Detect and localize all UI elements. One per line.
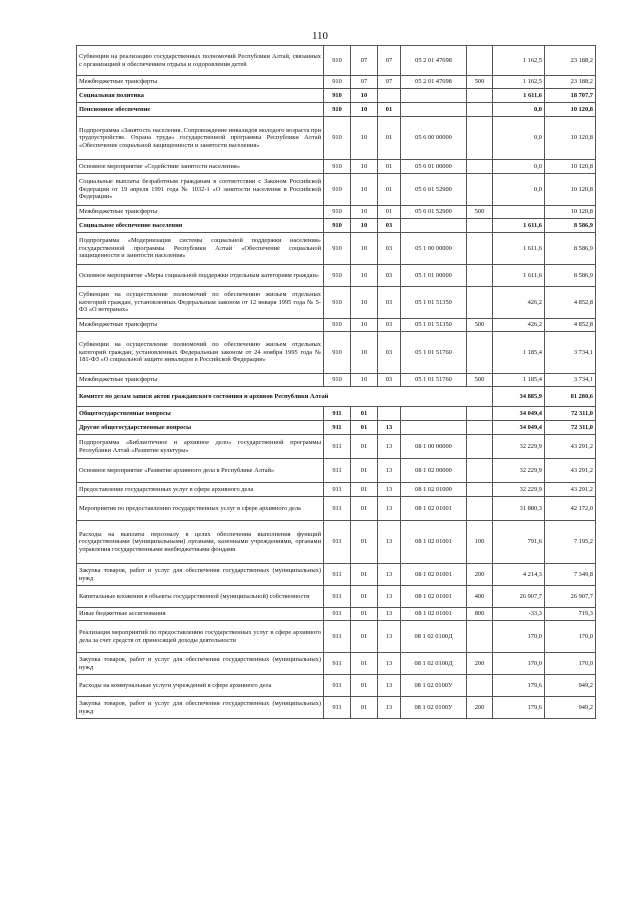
cell-section: 01 (351, 421, 378, 435)
cell-sum-2: 949,2 (545, 675, 596, 697)
cell-ved: 911 (324, 564, 351, 586)
row-name: Общегосударственные вопросы (77, 407, 324, 421)
cell-target-article: 08 1 02 0100У (401, 675, 467, 697)
cell-sum-2: 10 120,8 (545, 117, 596, 160)
cell-ved: 910 (324, 265, 351, 287)
cell-expense-type (467, 459, 493, 483)
cell-sum-1: 34 049,4 (493, 407, 545, 421)
cell-sum-1: 1 185,4 (493, 332, 545, 374)
cell-target-article: 05 6 01 52900 (401, 174, 467, 206)
cell-ved: 910 (324, 319, 351, 332)
cell-sum-1: 179,6 (493, 675, 545, 697)
cell-sum-1: 34 049,4 (493, 421, 545, 435)
table-row (77, 608, 596, 621)
cell-subsection: 03 (378, 332, 401, 374)
cell-ved: 910 (324, 117, 351, 160)
table-row (77, 421, 596, 435)
table-row (77, 160, 596, 174)
cell-sum-2: 43 291,2 (545, 459, 596, 483)
row-name: Комитет по делам записи актов гражданского состояния и архивов Республики Алтай (77, 387, 493, 407)
cell-target-article: 05 1 00 00000 (401, 233, 467, 265)
row-name: Основное мероприятие «Содействие занятости населения» (77, 160, 324, 174)
cell-subsection: 07 (378, 76, 401, 89)
cell-expense-type: 200 (467, 697, 493, 719)
cell-subsection: 13 (378, 521, 401, 564)
cell-sum-1: 1 162,5 (493, 46, 545, 76)
cell-ved: 911 (324, 697, 351, 719)
table-row (77, 697, 596, 719)
cell-target-article: 05 1 01 51760 (401, 332, 467, 374)
table-row (77, 387, 596, 407)
budget-table (76, 45, 596, 719)
cell-sum-1: 26 907,7 (493, 586, 545, 608)
cell-subsection (378, 407, 401, 421)
cell-target-article: 08 1 02 01001 (401, 586, 467, 608)
cell-section: 10 (351, 206, 378, 219)
cell-target-article: 08 1 02 0100У (401, 697, 467, 719)
cell-target-article: 08 1 00 00000 (401, 435, 467, 459)
cell-subsection: 03 (378, 219, 401, 233)
cell-expense-type (467, 46, 493, 76)
cell-section: 10 (351, 332, 378, 374)
cell-target-article (401, 89, 467, 103)
table-row (77, 174, 596, 206)
cell-sum-2: 3 734,1 (545, 374, 596, 387)
cell-sum-2: 10 120,8 (545, 174, 596, 206)
cell-sum-2: 23 188,2 (545, 76, 596, 89)
cell-sum-1: 1 611,6 (493, 219, 545, 233)
cell-subsection: 03 (378, 233, 401, 265)
cell-sum-2: 81 280,6 (545, 387, 596, 407)
row-name: Мероприятия по предоставлению государственных услуг в сфере архивного дела (77, 497, 324, 521)
row-name: Реализация мероприятий по предоставлению государственных услуг в сфере архивного дела за счет средств от приносящей доходы деятельности (77, 621, 324, 653)
cell-sum-2: 170,0 (545, 621, 596, 653)
cell-expense-type (467, 407, 493, 421)
cell-sum-2: 8 586,9 (545, 233, 596, 265)
cell-section: 10 (351, 174, 378, 206)
cell-subsection: 13 (378, 608, 401, 621)
cell-subsection: 03 (378, 265, 401, 287)
cell-sum-2: 72 311,0 (545, 421, 596, 435)
cell-ved: 910 (324, 103, 351, 117)
cell-expense-type (467, 265, 493, 287)
table-row (77, 586, 596, 608)
cell-ved: 911 (324, 421, 351, 435)
row-name: Закупка товаров, работ и услуг для обеспечения государственных (муниципальных) нужд (77, 653, 324, 675)
cell-ved: 910 (324, 374, 351, 387)
row-name: Основное мероприятие «Развитие архивного дела в Республике Алтай» (77, 459, 324, 483)
cell-sum-2: 8 586,9 (545, 219, 596, 233)
cell-section: 10 (351, 103, 378, 117)
cell-sum-2: 42 172,0 (545, 497, 596, 521)
cell-ved: 911 (324, 586, 351, 608)
cell-target-article: 08 1 02 01001 (401, 497, 467, 521)
cell-subsection: 13 (378, 459, 401, 483)
row-name: Закупка товаров, работ и услуг для обеспечения государственных (муниципальных) нужд (77, 564, 324, 586)
cell-sum-2: 10 120,8 (545, 103, 596, 117)
table-row (77, 76, 596, 89)
cell-ved: 911 (324, 675, 351, 697)
cell-sum-1: 426,2 (493, 319, 545, 332)
cell-sum-1: 0,0 (493, 160, 545, 174)
cell-ved: 910 (324, 89, 351, 103)
table-row (77, 89, 596, 103)
table-row (77, 521, 596, 564)
cell-section: 10 (351, 89, 378, 103)
cell-subsection: 13 (378, 497, 401, 521)
cell-ved: 910 (324, 174, 351, 206)
table-row (77, 265, 596, 287)
cell-subsection: 03 (378, 319, 401, 332)
cell-expense-type (467, 332, 493, 374)
cell-expense-type (467, 621, 493, 653)
row-name: Закупка товаров, работ и услуг для обеспечения государственных (муниципальных) нужд (77, 697, 324, 719)
cell-sum-1: -33,3 (493, 608, 545, 621)
cell-expense-type (467, 174, 493, 206)
cell-section: 07 (351, 76, 378, 89)
cell-sum-2: 18 707,7 (545, 89, 596, 103)
cell-section: 01 (351, 497, 378, 521)
table-row (77, 483, 596, 497)
cell-subsection (378, 89, 401, 103)
row-name: Межбюджетные трансферты (77, 374, 324, 387)
cell-section: 01 (351, 564, 378, 586)
table-row (77, 497, 596, 521)
cell-sum-1: 426,2 (493, 287, 545, 319)
cell-ved: 910 (324, 160, 351, 174)
cell-ved: 910 (324, 332, 351, 374)
cell-section: 10 (351, 319, 378, 332)
table-row (77, 46, 596, 76)
table-row (77, 435, 596, 459)
cell-expense-type: 200 (467, 564, 493, 586)
cell-sum-1: 1 611,6 (493, 233, 545, 265)
cell-section: 10 (351, 117, 378, 160)
cell-sum-2: 43 291,2 (545, 435, 596, 459)
cell-subsection: 13 (378, 435, 401, 459)
cell-expense-type: 500 (467, 206, 493, 219)
cell-expense-type (467, 89, 493, 103)
cell-target-article: 05 1 01 00000 (401, 265, 467, 287)
table-row (77, 675, 596, 697)
row-name: Субвенции на реализацию государственных полномочий Республики Алтай, связанных с организацией и обеспечением отдыха и оздоровления детей (77, 46, 324, 76)
table-row (77, 374, 596, 387)
cell-ved: 911 (324, 435, 351, 459)
cell-section: 01 (351, 697, 378, 719)
cell-sum-1: 34 885,9 (493, 387, 545, 407)
cell-sum-1: 170,0 (493, 653, 545, 675)
cell-section: 01 (351, 608, 378, 621)
cell-subsection: 13 (378, 621, 401, 653)
cell-ved: 911 (324, 608, 351, 621)
cell-ved: 910 (324, 219, 351, 233)
cell-sum-1: 1 611,6 (493, 265, 545, 287)
cell-target-article: 08 1 02 01001 (401, 564, 467, 586)
cell-sum-2: 43 291,2 (545, 483, 596, 497)
table-row (77, 219, 596, 233)
cell-sum-1: 0,0 (493, 174, 545, 206)
cell-expense-type: 500 (467, 319, 493, 332)
cell-sum-1: 1 185,4 (493, 374, 545, 387)
cell-sum-2: 7 349,8 (545, 564, 596, 586)
cell-subsection: 13 (378, 586, 401, 608)
row-name: Подпрограмма «Модернизация системы социальной поддержки населения» государственной программы Республики Алтай «Обеспечение социальной защищенности и занятости населения» (77, 233, 324, 265)
cell-target-article: 05 6 01 00000 (401, 160, 467, 174)
cell-sum-2: 23 188,2 (545, 46, 596, 76)
cell-sum-2: 7 195,2 (545, 521, 596, 564)
cell-expense-type (467, 435, 493, 459)
cell-section: 10 (351, 219, 378, 233)
cell-target-article: 08 1 02 0100Д (401, 653, 467, 675)
cell-expense-type: 500 (467, 76, 493, 89)
cell-section: 01 (351, 521, 378, 564)
row-name: Капитальные вложения в объекты государственной (муниципальной) собственности (77, 586, 324, 608)
table-row (77, 287, 596, 319)
table-row (77, 332, 596, 374)
cell-target-article: 08 1 02 00000 (401, 459, 467, 483)
cell-sum-2: 72 311,0 (545, 407, 596, 421)
cell-sum-2: 4 852,8 (545, 287, 596, 319)
cell-expense-type (467, 483, 493, 497)
cell-section: 01 (351, 586, 378, 608)
cell-ved: 910 (324, 287, 351, 319)
cell-sum-1: 0,0 (493, 117, 545, 160)
cell-section: 01 (351, 435, 378, 459)
cell-section: 10 (351, 160, 378, 174)
cell-section: 07 (351, 46, 378, 76)
table-row (77, 564, 596, 586)
cell-section: 01 (351, 653, 378, 675)
row-name: Межбюджетные трансферты (77, 206, 324, 219)
cell-target-article: 08 1 02 01000 (401, 483, 467, 497)
cell-sum-1: 31 880,3 (493, 497, 545, 521)
row-name: Социальные выплаты безработным гражданам в соответствии с Законом Российской Федерации от 19 апреля 1991 года № 1032-1 «О занятости населения в Российской Федерации» (77, 174, 324, 206)
cell-target-article (401, 407, 467, 421)
cell-expense-type (467, 675, 493, 697)
cell-sum-1 (493, 206, 545, 219)
row-name: Подпрограмма «Занятость населения. Сопровождение инвалидов молодого возраста при трудоустройстве. Охрана труда» государственной программы Республики Алтай «Обеспечение социальной защищенности и занятости населения» (77, 117, 324, 160)
cell-subsection: 01 (378, 206, 401, 219)
row-name: Другие общегосударственные вопросы (77, 421, 324, 435)
cell-ved: 911 (324, 653, 351, 675)
cell-expense-type: 100 (467, 521, 493, 564)
cell-expense-type (467, 233, 493, 265)
cell-expense-type (467, 287, 493, 319)
cell-target-article: 05 1 01 51350 (401, 319, 467, 332)
row-name: Социальное обеспечение населения (77, 219, 324, 233)
row-name: Основное мероприятие «Меры социальной поддержки отдельным категориям граждан» (77, 265, 324, 287)
table-row (77, 117, 596, 160)
cell-subsection: 13 (378, 697, 401, 719)
cell-expense-type (467, 219, 493, 233)
cell-sum-2: 8 586,9 (545, 265, 596, 287)
table-row (77, 459, 596, 483)
cell-subsection: 03 (378, 287, 401, 319)
cell-expense-type: 400 (467, 586, 493, 608)
cell-section: 10 (351, 374, 378, 387)
row-name: Подпрограмма «Библиотечное и архивное дело» государственной программы Республики Алтай «Развитие культуры» (77, 435, 324, 459)
cell-sum-1: 32 229,9 (493, 435, 545, 459)
cell-sum-2: 719,3 (545, 608, 596, 621)
cell-section: 10 (351, 265, 378, 287)
cell-expense-type: 500 (467, 374, 493, 387)
cell-expense-type (467, 160, 493, 174)
cell-expense-type: 800 (467, 608, 493, 621)
cell-sum-2: 949,2 (545, 697, 596, 719)
cell-target-article: 05 6 01 52900 (401, 206, 467, 219)
cell-sum-1: 1 611,6 (493, 89, 545, 103)
cell-target-article: 08 1 02 0100Д (401, 621, 467, 653)
cell-section: 01 (351, 621, 378, 653)
cell-section: 01 (351, 407, 378, 421)
cell-ved: 910 (324, 206, 351, 219)
cell-target-article: 05 1 01 51760 (401, 374, 467, 387)
cell-target-article: 05 1 01 51350 (401, 287, 467, 319)
row-name: Расходы на выплаты персоналу в целях обеспечения выполнения функций государственными (муниципальными) органами, казенными учреждениями, органами управления государственными внебюджетными фондами (77, 521, 324, 564)
cell-section: 10 (351, 233, 378, 265)
cell-target-article (401, 103, 467, 117)
row-name: Межбюджетные трансферты (77, 76, 324, 89)
cell-target-article: 05 6 00 00000 (401, 117, 467, 160)
cell-expense-type (467, 421, 493, 435)
row-name: Расходы на коммунальные услуги учреждений в сфере архивного дела (77, 675, 324, 697)
row-name: Межбюджетные трансферты (77, 319, 324, 332)
cell-expense-type (467, 497, 493, 521)
table-row (77, 653, 596, 675)
cell-ved: 911 (324, 407, 351, 421)
cell-sum-1: 4 214,3 (493, 564, 545, 586)
row-name: Иные бюджетные ассигнования (77, 608, 324, 621)
cell-sum-2: 26 907,7 (545, 586, 596, 608)
cell-subsection: 13 (378, 653, 401, 675)
cell-target-article (401, 421, 467, 435)
cell-ved: 910 (324, 46, 351, 76)
cell-ved: 911 (324, 521, 351, 564)
cell-subsection: 01 (378, 117, 401, 160)
table-row (77, 103, 596, 117)
cell-subsection: 13 (378, 564, 401, 586)
cell-sum-1: 791,6 (493, 521, 545, 564)
cell-expense-type (467, 103, 493, 117)
cell-sum-2: 4 852,8 (545, 319, 596, 332)
cell-sum-1: 179,6 (493, 697, 545, 719)
cell-target-article: 05 2 01 47698 (401, 46, 467, 76)
cell-expense-type (467, 117, 493, 160)
cell-subsection: 01 (378, 103, 401, 117)
cell-sum-1: 32 229,9 (493, 459, 545, 483)
cell-sum-2: 10 120,8 (545, 206, 596, 219)
cell-sum-2: 3 734,1 (545, 332, 596, 374)
table-row (77, 319, 596, 332)
cell-subsection: 13 (378, 483, 401, 497)
row-name: Пенсионное обеспечение (77, 103, 324, 117)
table-row (77, 233, 596, 265)
cell-subsection: 13 (378, 675, 401, 697)
cell-subsection: 03 (378, 374, 401, 387)
cell-subsection: 01 (378, 174, 401, 206)
cell-sum-1: 32 229,9 (493, 483, 545, 497)
row-name: Предоставление государственных услуг в сфере архивного дела (77, 483, 324, 497)
cell-sum-1: 170,0 (493, 621, 545, 653)
cell-ved: 911 (324, 621, 351, 653)
cell-target-article (401, 219, 467, 233)
row-name: Субвенции на осуществление полномочий по обеспечению жильем отдельных категорий граждан, установленных Федеральным законом от 24 ноября 1995 года № 181-ФЗ «О социальной защите инвалидов в Российской Федерации» (77, 332, 324, 374)
cell-sum-2: 10 120,8 (545, 160, 596, 174)
cell-section: 01 (351, 483, 378, 497)
table-row (77, 621, 596, 653)
row-name: Социальная политика (77, 89, 324, 103)
cell-subsection: 07 (378, 46, 401, 76)
cell-sum-1: 0,0 (493, 103, 545, 117)
page-number: 110 (311, 30, 329, 42)
cell-target-article: 08 1 02 01001 (401, 521, 467, 564)
cell-ved: 911 (324, 483, 351, 497)
cell-sum-2: 170,0 (545, 653, 596, 675)
cell-ved: 911 (324, 459, 351, 483)
cell-section: 01 (351, 459, 378, 483)
cell-sum-1: 1 162,5 (493, 76, 545, 89)
table-row (77, 206, 596, 219)
cell-section: 10 (351, 287, 378, 319)
cell-ved: 910 (324, 76, 351, 89)
cell-ved: 910 (324, 233, 351, 265)
cell-target-article: 05 2 01 47698 (401, 76, 467, 89)
table-row (77, 407, 596, 421)
cell-expense-type: 200 (467, 653, 493, 675)
cell-subsection: 13 (378, 421, 401, 435)
row-name: Субвенции на осуществление полномочий по обеспечению жильем отдельных категорий граждан, установленных Федеральным законом от 12 января 1995 года № 5-ФЗ «О ветеранах» (77, 287, 324, 319)
cell-ved: 911 (324, 497, 351, 521)
cell-subsection: 01 (378, 160, 401, 174)
cell-section: 01 (351, 675, 378, 697)
cell-target-article: 08 1 02 01001 (401, 608, 467, 621)
